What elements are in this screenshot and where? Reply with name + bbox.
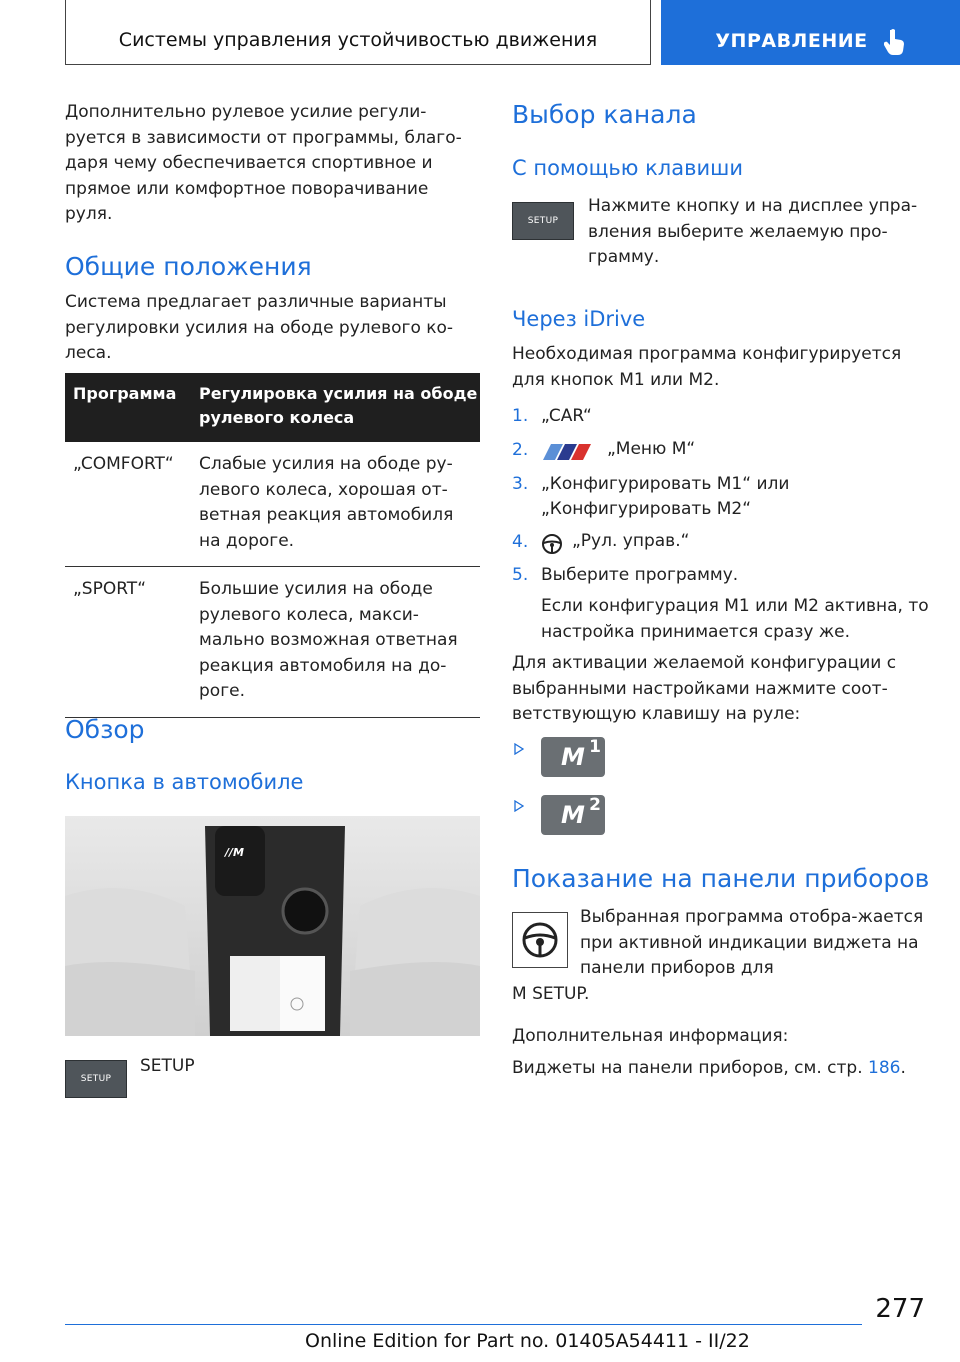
setup-button-icon: SETUP xyxy=(512,202,574,240)
running-header xyxy=(65,0,651,65)
m1-button-icon: M 1 xyxy=(541,737,605,777)
triangle-bullet-icon xyxy=(514,743,524,755)
step-text: „Меню M“ xyxy=(607,439,696,459)
general-text: Система предлагает различные варианты регулировки усилия на ободе рулевого ко-леса. xyxy=(65,292,454,363)
cell-program: „COMFORT“ xyxy=(73,454,174,474)
setup-button-icon: SETUP xyxy=(65,1060,127,1098)
display-text: Выбранная программа отобра-жается при активной индикации виджета на панели приборов для xyxy=(580,907,924,978)
step-text: „Рул. управ.“ xyxy=(572,531,690,551)
step-text: „CAR“ xyxy=(541,406,592,426)
key-heading: С помощью клавиши xyxy=(512,156,743,180)
intro-paragraph: Дополнительно рулевое усилие регули-руется в зависимости от программы, благо-даря чему обеспечивается спортивное и прямое или комфортное поворачивание руля. xyxy=(65,102,462,224)
step-number: 4. xyxy=(512,532,529,552)
cell-program: „SPORT“ xyxy=(73,579,146,599)
svg-text://M: //M xyxy=(225,846,244,859)
m2-button-icon: M 2 xyxy=(541,795,605,835)
widgets-reference: Виджеты на панели приборов, см. стр. 186. xyxy=(512,1058,906,1078)
step-number: 5. xyxy=(512,565,529,585)
program-table xyxy=(65,373,480,718)
step-number: 2. xyxy=(512,440,529,460)
general-heading: Общие положения xyxy=(65,252,312,281)
step-number: 1. xyxy=(512,406,529,426)
step-text: Выберите программу. xyxy=(541,565,739,585)
step-number: 3. xyxy=(512,474,529,494)
cell-desc: Большие усилия на ободе рулевого колеса, макси-мально возможная ответная реакция автомобиля на до-роге. xyxy=(199,579,458,701)
section-title: Системы управления устойчивостью движения xyxy=(118,29,598,51)
setup-caption: SETUP xyxy=(140,1056,195,1076)
overview-heading: Обзор xyxy=(65,715,145,744)
key-text: Нажмите кнопку и на дисплее упра-вления выберите желаемую про-грамму. xyxy=(588,196,918,267)
col-header-program: Программа xyxy=(73,384,177,403)
table-row xyxy=(65,567,480,718)
idrive-heading: Через iDrive xyxy=(512,307,646,331)
page-number: 277 xyxy=(875,1294,925,1324)
steering-wheel-icon xyxy=(541,533,563,555)
footer-divider xyxy=(65,1324,862,1325)
edition-footer: Online Edition for Part no. 01405A54411 - II/22 xyxy=(305,1330,750,1352)
m-stripes-icon xyxy=(541,444,595,460)
channel-heading: Выбор канала xyxy=(512,100,697,129)
step5-note: Если конфигурация M1 или M2 активна, то настройка принимается сразу же. xyxy=(541,596,929,642)
col-header-effort: Регулировка усилия на ободе рулевого колеса xyxy=(199,384,478,427)
table-header xyxy=(65,373,480,442)
center-console-image xyxy=(65,816,480,1036)
step-text: „Конфигурировать M1“ или xyxy=(541,474,790,494)
idrive-text: Необходимая программа конфигурируется для кнопок M1 или M2. xyxy=(512,344,902,390)
button-heading: Кнопка в автомобиле xyxy=(65,770,304,794)
more-info-label: Дополнительная информация: xyxy=(512,1026,789,1046)
hand-pointer-icon xyxy=(884,28,906,56)
display-heading: Показание на панели приборов xyxy=(512,864,930,893)
chapter-tab[interactable] xyxy=(661,0,960,65)
cell-desc: Слабые усилия на ободе ру-левого колеса, хорошая от-ветная реакция автомобиля на дороге. xyxy=(199,454,454,551)
display-text-tail: M SETUP. xyxy=(512,984,590,1004)
triangle-bullet-icon xyxy=(514,800,524,812)
steering-widget-icon xyxy=(512,912,568,968)
activate-text: Для активации желаемой конфигурации с выбранными настройками нажмите соот-ветствующую клавишу на руле: xyxy=(512,653,897,724)
page-link[interactable]: 186 xyxy=(868,1058,901,1078)
step-text: „Конфигурировать M2“ xyxy=(541,499,752,519)
chapter-label: УПРАВЛЕНИЕ xyxy=(715,29,868,52)
table-row xyxy=(65,442,480,567)
